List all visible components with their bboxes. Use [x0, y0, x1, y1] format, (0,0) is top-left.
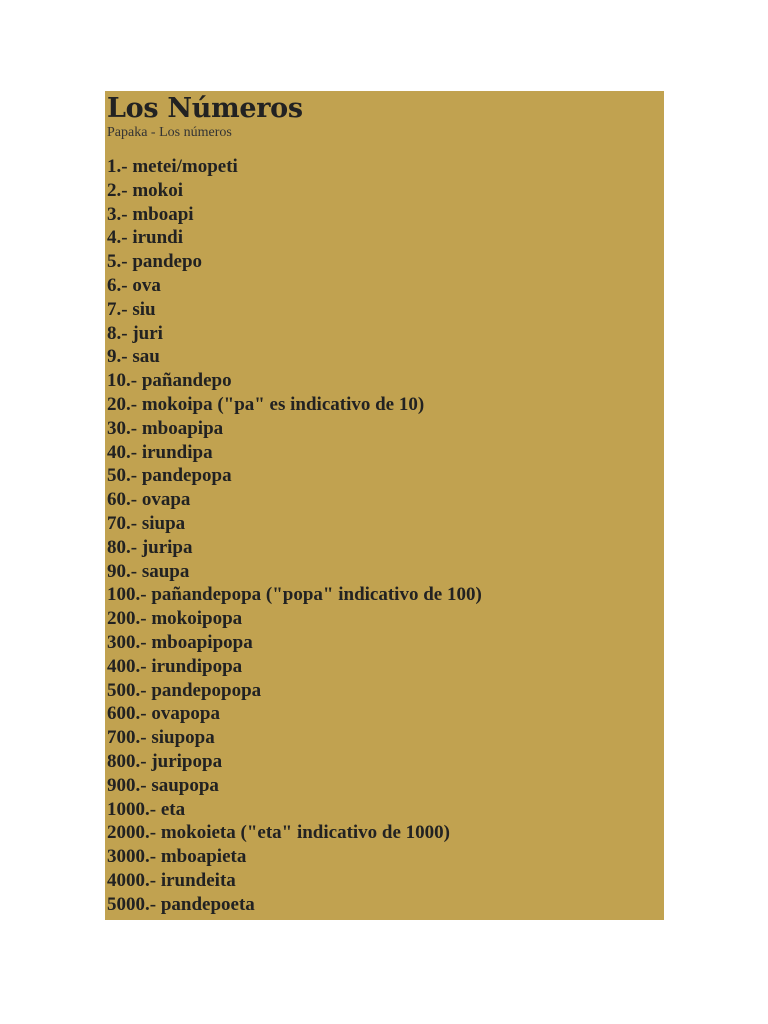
list-item: 4.- irundi	[107, 227, 184, 249]
page-title: Los Números	[107, 93, 303, 124]
content-panel	[105, 91, 664, 920]
list-item: 900.- saupopa	[107, 774, 219, 796]
list-item: 5000.- pandepoeta	[107, 893, 255, 915]
list-item: 100.- pañandepopa ("popa" indicativo de 100)	[107, 584, 482, 606]
list-item: 60.- ovapa	[107, 489, 191, 511]
list-item: 9.- sau	[107, 346, 160, 368]
list-item: 300.- mboapipopa	[107, 631, 253, 653]
list-item: 2.- mokoi	[107, 179, 183, 201]
list-item: 70.- siupa	[107, 512, 186, 534]
list-item: 200.- mokoipopa	[107, 608, 243, 630]
list-item: 700.- siupopa	[107, 727, 215, 749]
list-item: 1000.- eta	[107, 798, 186, 820]
list-item: 4000.- irundeita	[107, 869, 236, 891]
list-item: 400.- irundipopa	[107, 655, 243, 677]
list-item: 800.- juripopa	[107, 750, 223, 772]
list-item: 6.- ova	[107, 274, 161, 296]
list-item: 1.- metei/mopeti	[107, 156, 238, 177]
list-item: 7.- siu	[107, 298, 156, 320]
list-item: 500.- pandepopopa	[107, 679, 262, 701]
list-item: 3000.- mboapieta	[107, 846, 247, 868]
list-item: 3.- mboapi	[107, 203, 194, 225]
list-item: 90.- saupa	[107, 560, 190, 582]
page-subtitle: Papaka - Los números	[107, 125, 232, 140]
list-item: 8.- juri	[107, 322, 163, 344]
list-item: 40.- irundipa	[107, 441, 213, 463]
list-item: 2000.- mokoieta ("eta" indicativo de 1000)	[107, 822, 451, 844]
list-item: 80.- juripa	[107, 536, 193, 558]
list-item: 5.- pandepo	[107, 251, 203, 273]
list-item: 20.- mokoipa ("pa" es indicativo de 10)	[107, 393, 425, 415]
numbers-list	[107, 155, 664, 917]
list-item: 600.- ovapopa	[107, 703, 220, 725]
list-item: 10.- pañandepo	[107, 370, 232, 392]
list-item: 50.- pandepopa	[107, 465, 232, 487]
list-item: 30.- mboapipa	[107, 417, 224, 439]
